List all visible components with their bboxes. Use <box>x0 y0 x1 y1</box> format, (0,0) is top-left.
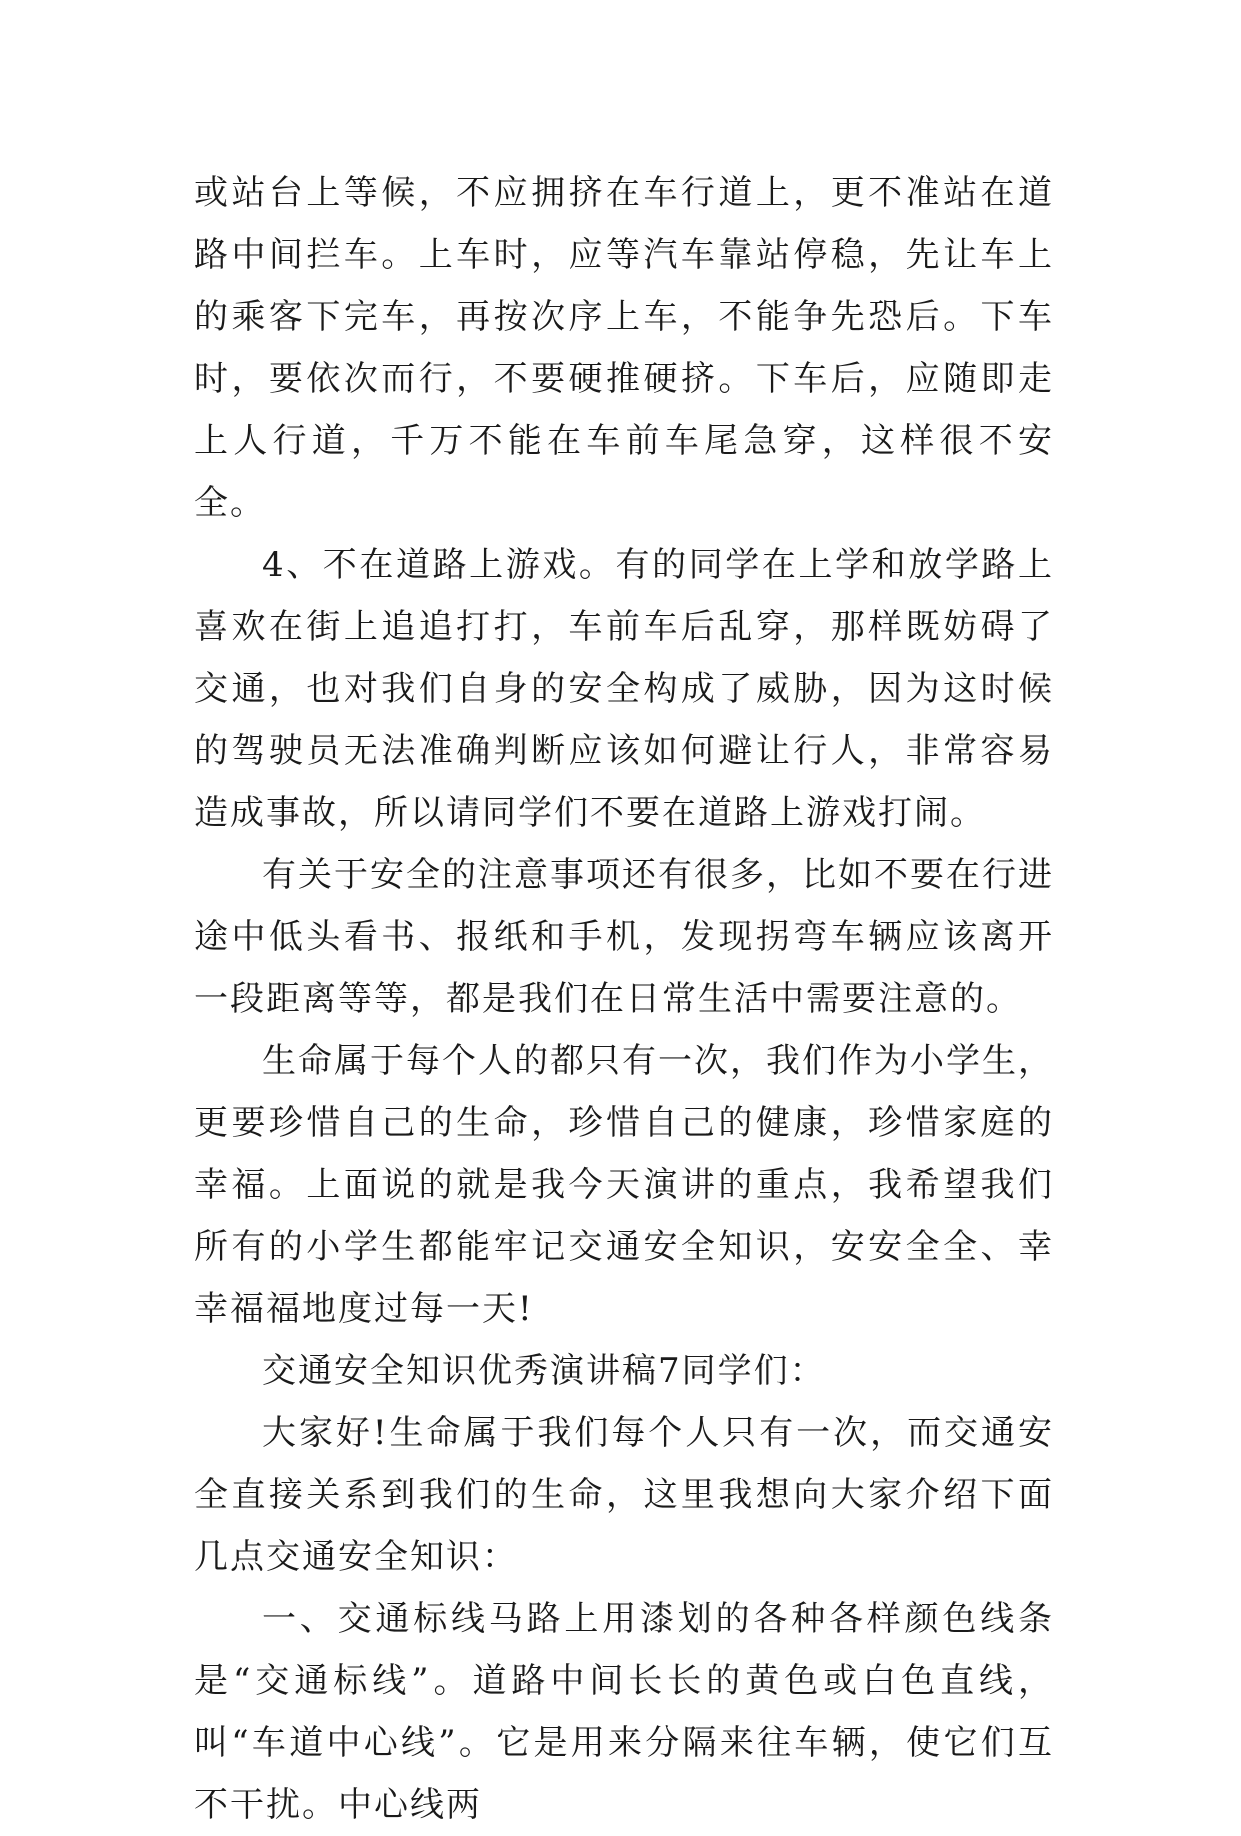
paragraph-2: 4、不在道路上游戏。有的同学在上学和放学路上喜欢在街上追追打打，车前车后乱穿，那样既妨碍了交通，也对我们自身的安全构成了威胁，因为这时候的驾驶员无法准确判断应该如何避让行人，非常容易造成事故，所以请同学们不要在道路上游戏打闹。 <box>194 545 1054 833</box>
paragraph-1: 或站台上等候，不应拥挤在车行道上，更不准站在道路中间拦车。上车时，应等汽车靠站停稳，先让车上的乘客下完车，再按次序上车，不能争先恐后。下车时，要依次而行，不要硬推硬挤。下车后，应随即走上人行道，千万不能在车前车尾急穿，这样很不安全。 <box>194 173 1054 523</box>
paragraph-5-heading: 交通安全知识优秀演讲稿7同学们： <box>262 1351 826 1391</box>
paragraph-7: 一、交通标线马路上用漆划的各种各样颜色线条是“交通标线”。道路中间长长的黄色或白色直线，叫“车道中心线”。它是用来分隔来往车辆，使它们互不干扰。中心线两 <box>194 1599 1054 1825</box>
body-text <box>194 162 1054 1836</box>
paragraph-6: 大家好!生命属于我们每个人只有一次，而交通安全直接关系到我们的生命，这里我想向大家介绍下面几点交通安全知识： <box>194 1413 1054 1577</box>
paragraph-4: 生命属于每个人的都只有一次，我们作为小学生，更要珍惜自己的生命，珍惜自己的健康，珍惜家庭的幸福。上面说的就是我今天演讲的重点，我希望我们所有的小学生都能牢记交通安全知识，安安全全、幸幸福福地度过每一天! <box>194 1041 1054 1329</box>
paragraph-3: 有关于安全的注意事项还有很多，比如不要在行进途中低头看书、报纸和手机，发现拐弯车辆应该离开一段距离等等，都是我们在日常生活中需要注意的。 <box>194 855 1054 1019</box>
